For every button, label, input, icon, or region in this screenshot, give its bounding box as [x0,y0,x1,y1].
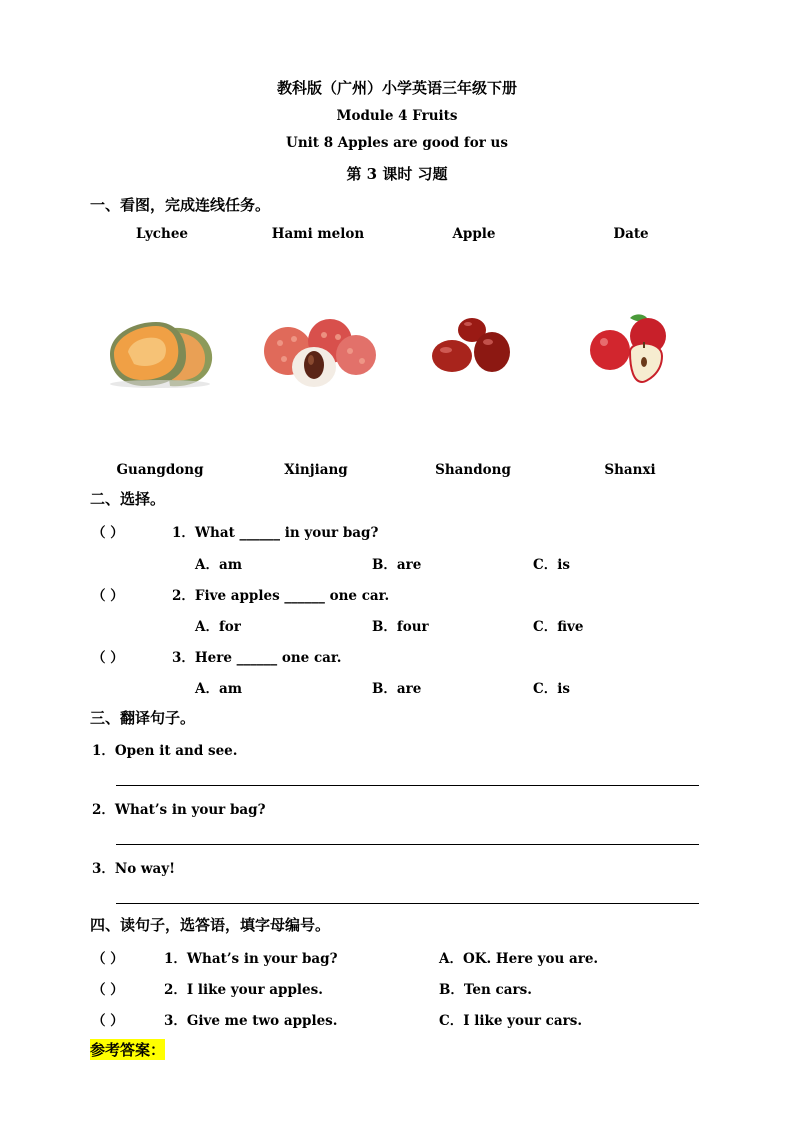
match-answer: C．I like your cars. [439,1013,583,1029]
answer-blank-paren[interactable]: （ ） [92,588,124,604]
match-answer: A．OK. Here you are. [439,951,599,967]
question-text: 2．Five apples ______ one car. [172,588,390,604]
answer-blank-paren[interactable]: （ ） [92,525,124,541]
answer-blank-paren[interactable]: （ ） [92,650,124,666]
bottom-word-guangdong: Guangdong [116,462,204,478]
top-word-apple: Apple [452,226,496,242]
top-word-lychee: Lychee [135,226,189,242]
section3-heading: 三、翻译句子。 [90,709,196,727]
option-c: C．is [533,557,570,573]
module-title: Module 4 Fruits [336,108,458,124]
option-a: A．am [195,557,243,573]
translate-item: 2．What’s in your bag? [92,802,266,818]
answer-line[interactable] [116,903,699,904]
option-c: C．five [533,619,584,635]
option-b: B．are [372,681,422,697]
option-a: A．for [195,619,241,635]
bottom-word-shandong: Shandong [435,462,511,478]
lychee-image [258,315,380,393]
match-question: 3．Give me two apples. [164,1013,338,1029]
apple-image [586,312,672,386]
bottom-word-xinjiang: Xinjiang [284,462,348,478]
worksheet-title: 教科版（广州）小学英语三年级下册 [276,79,517,97]
option-c: C．is [533,681,570,697]
section2-heading: 二、选择。 [90,490,166,508]
top-word-date: Date [613,226,649,242]
unit-title: Unit 8 Apples are good for us [286,135,508,151]
match-answer: B．Ten cars. [439,982,532,998]
match-question: 2．I like your apples. [164,982,323,998]
answer-line[interactable] [116,785,699,786]
answer-line[interactable] [116,844,699,845]
answer-blank-paren[interactable]: （ ） [92,1013,124,1029]
question-text: 3．Here ______ one car. [172,650,342,666]
question-text: 1．What ______ in your bag? [172,525,379,541]
bottom-word-shanxi: Shanxi [604,462,656,478]
option-b: B．four [372,619,429,635]
answer-key-heading: 参考答案： [90,1041,166,1059]
answer-blank-paren[interactable]: （ ） [92,982,124,998]
section4-heading: 四、读句子，选答语，填字母编号。 [90,916,331,934]
hami-melon-image [104,318,216,390]
translate-item: 3．No way! [92,861,176,877]
answer-blank-paren[interactable]: （ ） [92,951,124,967]
option-b: B．are [372,557,422,573]
option-a: A．am [195,681,243,697]
match-question: 1．What’s in your bag? [164,951,338,967]
section1-heading: 一、看图，完成连线任务。 [90,196,271,214]
translate-item: 1．Open it and see. [92,743,238,759]
lesson-title: 第 3 课时 习题 [346,165,448,183]
top-word-hami-melon: Hami melon [271,226,365,242]
date-image [428,312,518,382]
